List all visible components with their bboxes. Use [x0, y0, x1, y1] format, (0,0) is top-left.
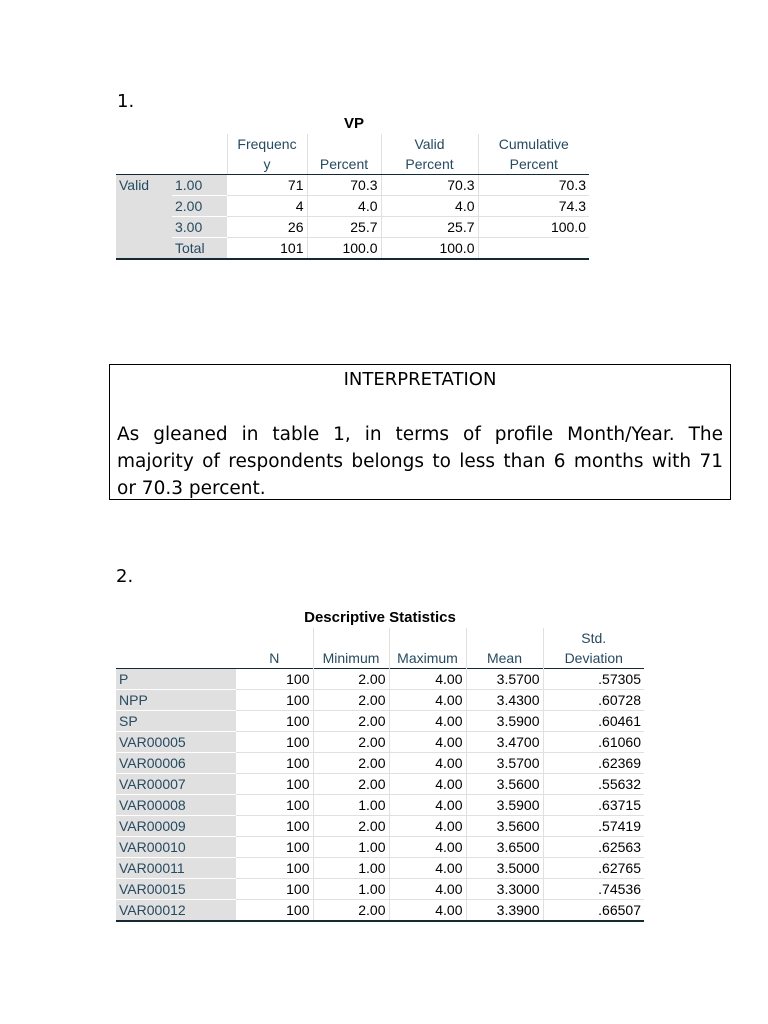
- cell-n: 100: [236, 690, 313, 711]
- cell-n: 100: [236, 858, 313, 879]
- cell-maximum: 4.00: [389, 711, 466, 732]
- header-blank: [116, 134, 227, 175]
- cell-std: .62369: [543, 753, 644, 774]
- cell-std: .63715: [543, 795, 644, 816]
- interpretation-box: [109, 364, 731, 500]
- cell-mean: 3.3900: [466, 900, 543, 922]
- cell-std: .57419: [543, 816, 644, 837]
- table-row: [116, 669, 644, 690]
- cell-maximum: 4.00: [389, 690, 466, 711]
- cell-maximum: 4.00: [389, 900, 466, 922]
- table-row: [116, 196, 589, 217]
- cell-maximum: 4.00: [389, 879, 466, 900]
- row-label: NPP: [116, 690, 236, 711]
- cell-mean: 3.4700: [466, 732, 543, 753]
- table-row: [116, 732, 644, 753]
- table-row: [116, 795, 644, 816]
- table-row: [116, 900, 644, 922]
- header-frequency: Frequenc y: [227, 134, 307, 175]
- cell-minimum: 2.00: [313, 753, 389, 774]
- header-valid-percent: Valid Percent: [381, 134, 478, 175]
- table-row: [116, 690, 644, 711]
- cell-n: 100: [236, 774, 313, 795]
- interpretation-text: As gleaned in table 1, in terms of profile Month/Year. The majority of respondents belongs to less than 6 months with 71 or 70.3 percent.: [117, 424, 723, 499]
- cell-percent: 4.0: [307, 196, 381, 217]
- descriptive-statistics-table: [116, 628, 644, 922]
- cell-std: .62765: [543, 858, 644, 879]
- cell-cumulative: 70.3: [478, 175, 589, 196]
- header-minimum: Minimum: [313, 628, 389, 669]
- cell-maximum: 4.00: [389, 816, 466, 837]
- cell-n: 100: [236, 795, 313, 816]
- cell-mean: 3.4300: [466, 690, 543, 711]
- cell-maximum: 4.00: [389, 669, 466, 690]
- cell-mean: 3.6500: [466, 837, 543, 858]
- row-label: SP: [116, 711, 236, 732]
- cell-n: 100: [236, 816, 313, 837]
- row-label: Total: [172, 238, 227, 260]
- cell-n: 100: [236, 879, 313, 900]
- table-row: [116, 816, 644, 837]
- cell-maximum: 4.00: [389, 858, 466, 879]
- cell-n: 100: [236, 732, 313, 753]
- cell-mean: 3.5900: [466, 795, 543, 816]
- header-percent: Percent: [307, 134, 381, 175]
- cell-percent: 70.3: [307, 175, 381, 196]
- cell-n: 100: [236, 753, 313, 774]
- row-label: VAR00012: [116, 900, 236, 922]
- cell-maximum: 4.00: [389, 795, 466, 816]
- cell-percent: 25.7: [307, 217, 381, 238]
- cell-valid-percent: 100.0: [381, 238, 478, 260]
- cell-std: .61060: [543, 732, 644, 753]
- table-row: [116, 858, 644, 879]
- row-label: VAR00010: [116, 837, 236, 858]
- group-label: Valid: [116, 175, 172, 260]
- cell-maximum: 4.00: [389, 837, 466, 858]
- cell-std: .66507: [543, 900, 644, 922]
- cell-mean: 3.5900: [466, 711, 543, 732]
- header-cumulative-percent: Cumulative Percent: [478, 134, 589, 175]
- interpretation-title: INTERPRETATION: [343, 369, 497, 390]
- table-row: [116, 879, 644, 900]
- cell-std: .55632: [543, 774, 644, 795]
- cell-cumulative: 100.0: [478, 217, 589, 238]
- row-label: 2.00: [172, 196, 227, 217]
- row-label: VAR00006: [116, 753, 236, 774]
- cell-cumulative: [478, 238, 589, 260]
- section-number-1: 1.: [117, 91, 135, 112]
- cell-frequency: 71: [227, 175, 307, 196]
- cell-mean: 3.5600: [466, 816, 543, 837]
- cell-maximum: 4.00: [389, 732, 466, 753]
- cell-maximum: 4.00: [389, 774, 466, 795]
- header-std-deviation: Std. Deviation: [543, 628, 644, 669]
- table-row: [116, 837, 644, 858]
- cell-minimum: 1.00: [313, 879, 389, 900]
- cell-std: .60728: [543, 690, 644, 711]
- cell-std: .57305: [543, 669, 644, 690]
- cell-minimum: 2.00: [313, 690, 389, 711]
- cell-minimum: 2.00: [313, 732, 389, 753]
- cell-valid-percent: 70.3: [381, 175, 478, 196]
- cell-n: 100: [236, 711, 313, 732]
- cell-std: .60461: [543, 711, 644, 732]
- row-label: VAR00005: [116, 732, 236, 753]
- table-row: [116, 753, 644, 774]
- table-row: [116, 238, 589, 260]
- cell-mean: 3.3000: [466, 879, 543, 900]
- row-label: 3.00: [172, 217, 227, 238]
- cell-cumulative: 74.3: [478, 196, 589, 217]
- row-label: 1.00: [172, 175, 227, 196]
- cell-minimum: 1.00: [313, 837, 389, 858]
- cell-mean: 3.5000: [466, 858, 543, 879]
- cell-minimum: 2.00: [313, 774, 389, 795]
- cell-valid-percent: 4.0: [381, 196, 478, 217]
- cell-minimum: 1.00: [313, 858, 389, 879]
- cell-valid-percent: 25.7: [381, 217, 478, 238]
- frequency-table: [116, 134, 589, 260]
- table-row: [116, 711, 644, 732]
- header-mean: Mean: [466, 628, 543, 669]
- cell-mean: 3.5700: [466, 669, 543, 690]
- row-label: VAR00007: [116, 774, 236, 795]
- table2-title: Descriptive Statistics: [304, 609, 456, 626]
- cell-n: 100: [236, 837, 313, 858]
- cell-mean: 3.5600: [466, 774, 543, 795]
- row-label: VAR00011: [116, 858, 236, 879]
- section-number-2: 2.: [116, 566, 134, 587]
- cell-n: 100: [236, 669, 313, 690]
- row-label: P: [116, 669, 236, 690]
- header-blank: [116, 628, 236, 669]
- cell-n: 100: [236, 900, 313, 922]
- row-label: VAR00015: [116, 879, 236, 900]
- header-n: N: [269, 650, 280, 666]
- cell-frequency: 4: [227, 196, 307, 217]
- cell-std: .74536: [543, 879, 644, 900]
- table-row: [116, 774, 644, 795]
- table-row: [116, 175, 589, 196]
- table1-title: VP: [343, 115, 364, 132]
- row-label: VAR00009: [116, 816, 236, 837]
- cell-mean: 3.5700: [466, 753, 543, 774]
- cell-frequency: 26: [227, 217, 307, 238]
- cell-percent: 100.0: [307, 238, 381, 260]
- cell-minimum: 2.00: [313, 816, 389, 837]
- cell-frequency: 101: [227, 238, 307, 260]
- cell-minimum: 2.00: [313, 900, 389, 922]
- cell-maximum: 4.00: [389, 753, 466, 774]
- cell-std: .62563: [543, 837, 644, 858]
- row-label: VAR00008: [116, 795, 236, 816]
- cell-minimum: 1.00: [313, 795, 389, 816]
- cell-minimum: 2.00: [313, 669, 389, 690]
- header-maximum: Maximum: [389, 628, 466, 669]
- cell-minimum: 2.00: [313, 711, 389, 732]
- table-row: [116, 217, 589, 238]
